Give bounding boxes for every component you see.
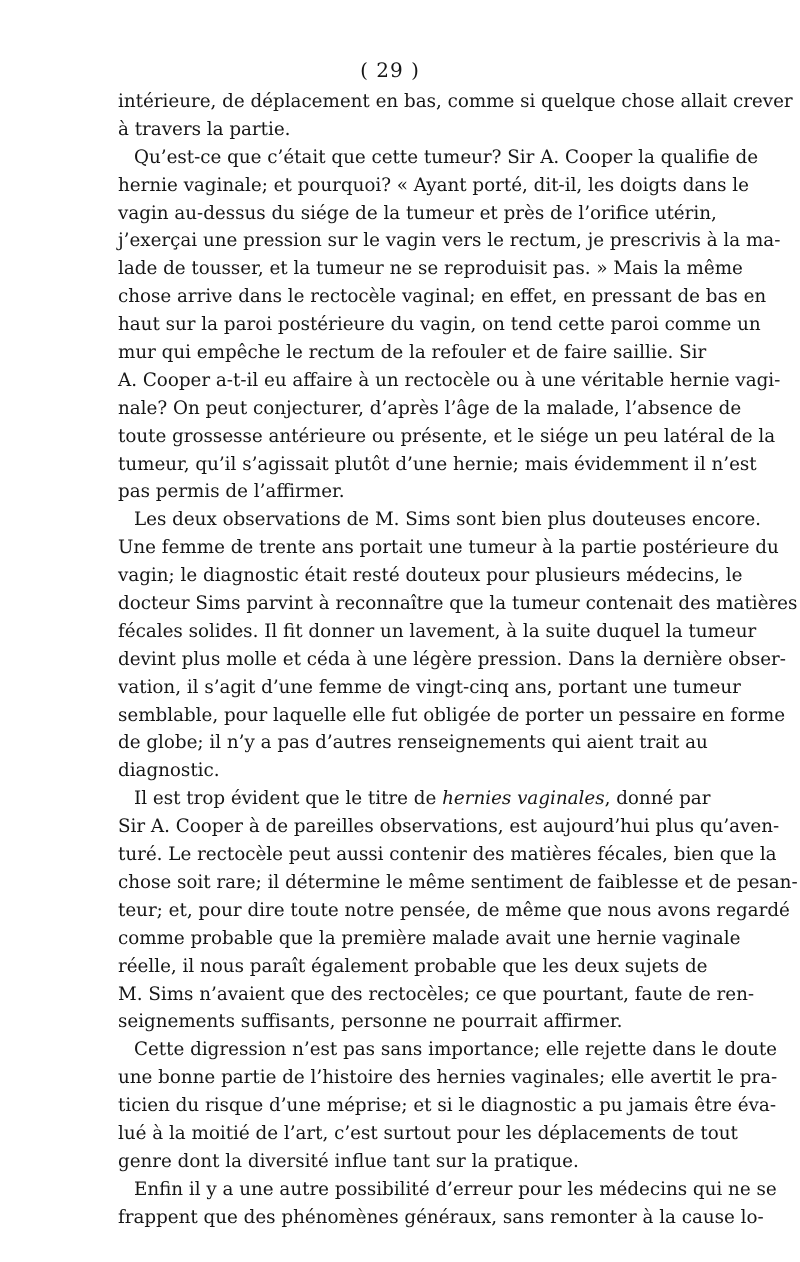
body-text [118,88,798,1232]
text-line: Une femme de trente ans portait une tumeur à la partie postérieure du [118,537,779,559]
text-line: de globe; il n’y a pas d’autres renseignements qui aient trait au [118,732,708,754]
text-line: pas permis de l’affirmer. [118,481,345,503]
italic-term: hernies vaginales [442,788,605,810]
text-line: Il est trop évident que le titre de hernies vaginales, donné par [134,788,711,810]
text-line: frappent que des phénomènes généraux, sans remonter à la cause lo- [118,1206,764,1228]
text-line: diagnostic. [118,760,220,782]
text-line: à travers la partie. [118,118,291,140]
text-line: Sir A. Cooper à de pareilles observations, est aujourd’hui plus qu’aven- [118,816,780,838]
text-line: M. Sims n’avaient que des rectocèles; ce que pourtant, faute de ren- [118,983,755,1005]
text-line: nale? On peut conjecturer, d’après l’âge de la malade, l’absence de [118,397,742,419]
text-line: réelle, il nous paraît également probable que les deux sujets de [118,955,708,977]
page-number: ( 29 ) [360,58,420,82]
text-line: Enfin il y a une autre possibilité d’erreur pour les médecins qui ne se [134,1178,777,1200]
text-line: haut sur la paroi postérieure du vagin, on tend cette paroi comme un [118,314,761,336]
text-line: devint plus molle et céda à une légère pression. Dans la dernière obser- [118,648,786,670]
text-line: ticien du risque d’une méprise; et si le diagnostic a pu jamais être éva- [118,1095,776,1117]
text-line: toute grossesse antérieure ou présente, et le siége un peu latéral de la [118,425,776,447]
text-line: Qu’est-ce que c’était que cette tumeur? Sir A. Cooper la qualifie de [134,146,759,168]
text-line: une bonne partie de l’histoire des hernies vaginales; elle avertit le pra- [118,1067,778,1089]
text-line: turé. Le rectocèle peut aussi contenir des matières fécales, bien que la [118,844,777,866]
text-line: semblable, pour laquelle elle fut obligée de porter un pessaire en forme [118,704,786,726]
text-line: Cette digression n’est pas sans importance; elle rejette dans le doute [134,1039,778,1061]
text-line: vagin au-dessus du siége de la tumeur et près de l’orifice utérin, [118,202,717,224]
text-line: j’exerçai une pression sur le vagin vers le rectum, je prescrivis à la ma- [118,230,781,252]
text-line: vation, il s’agit d’une femme de vingt-cinq ans, portant une tumeur [118,676,741,698]
text-line: chose soit rare; il détermine le même sentiment de faiblesse et de pesan- [118,871,798,893]
text-line: Les deux observations de M. Sims sont bien plus douteuses encore. [134,509,761,531]
text-line: docteur Sims parvint à reconnaître que la tumeur contenait des matières [118,593,798,615]
text-line: chose arrive dans le rectocèle vaginal; en effet, en pressant de bas en [118,286,767,308]
text-line: teur; et, pour dire toute notre pensée, de même que nous avons regardé [118,899,790,921]
text-line: lade de tousser, et la tumeur ne se reproduisit pas. » Mais la même [118,258,743,280]
text-line: hernie vaginale; et pourquoi? « Ayant porté, dit-il, les doigts dans le [118,174,749,196]
text-line: genre dont la diversité influe tant sur la pratique. [118,1150,579,1172]
text-line: intérieure, de déplacement en bas, comme si quelque chose allait crever [118,91,793,112]
text-line: tumeur, qu’il s’agissait plutôt d’une hernie; mais évidemment il n’est [118,453,757,475]
text-line: lué à la moitié de l’art, c’est surtout pour les déplacements de tout [118,1122,738,1144]
text-line: seignements suffisants, personne ne pourrait affirmer. [118,1011,623,1033]
text-line: comme probable que la première malade avait une hernie vaginale [118,927,741,949]
text-line: A. Cooper a-t-il eu affaire à un rectocèle ou à une véritable hernie vagi- [118,369,781,391]
text-line: mur qui empêche le rectum de la refouler et de faire saillie. Sir [118,342,707,364]
text-line: vagin; le diagnostic était resté douteux pour plusieurs médecins, le [118,565,743,587]
text-line: fécales solides. Il fit donner un lavement, à la suite duquel la tumeur [118,620,757,642]
